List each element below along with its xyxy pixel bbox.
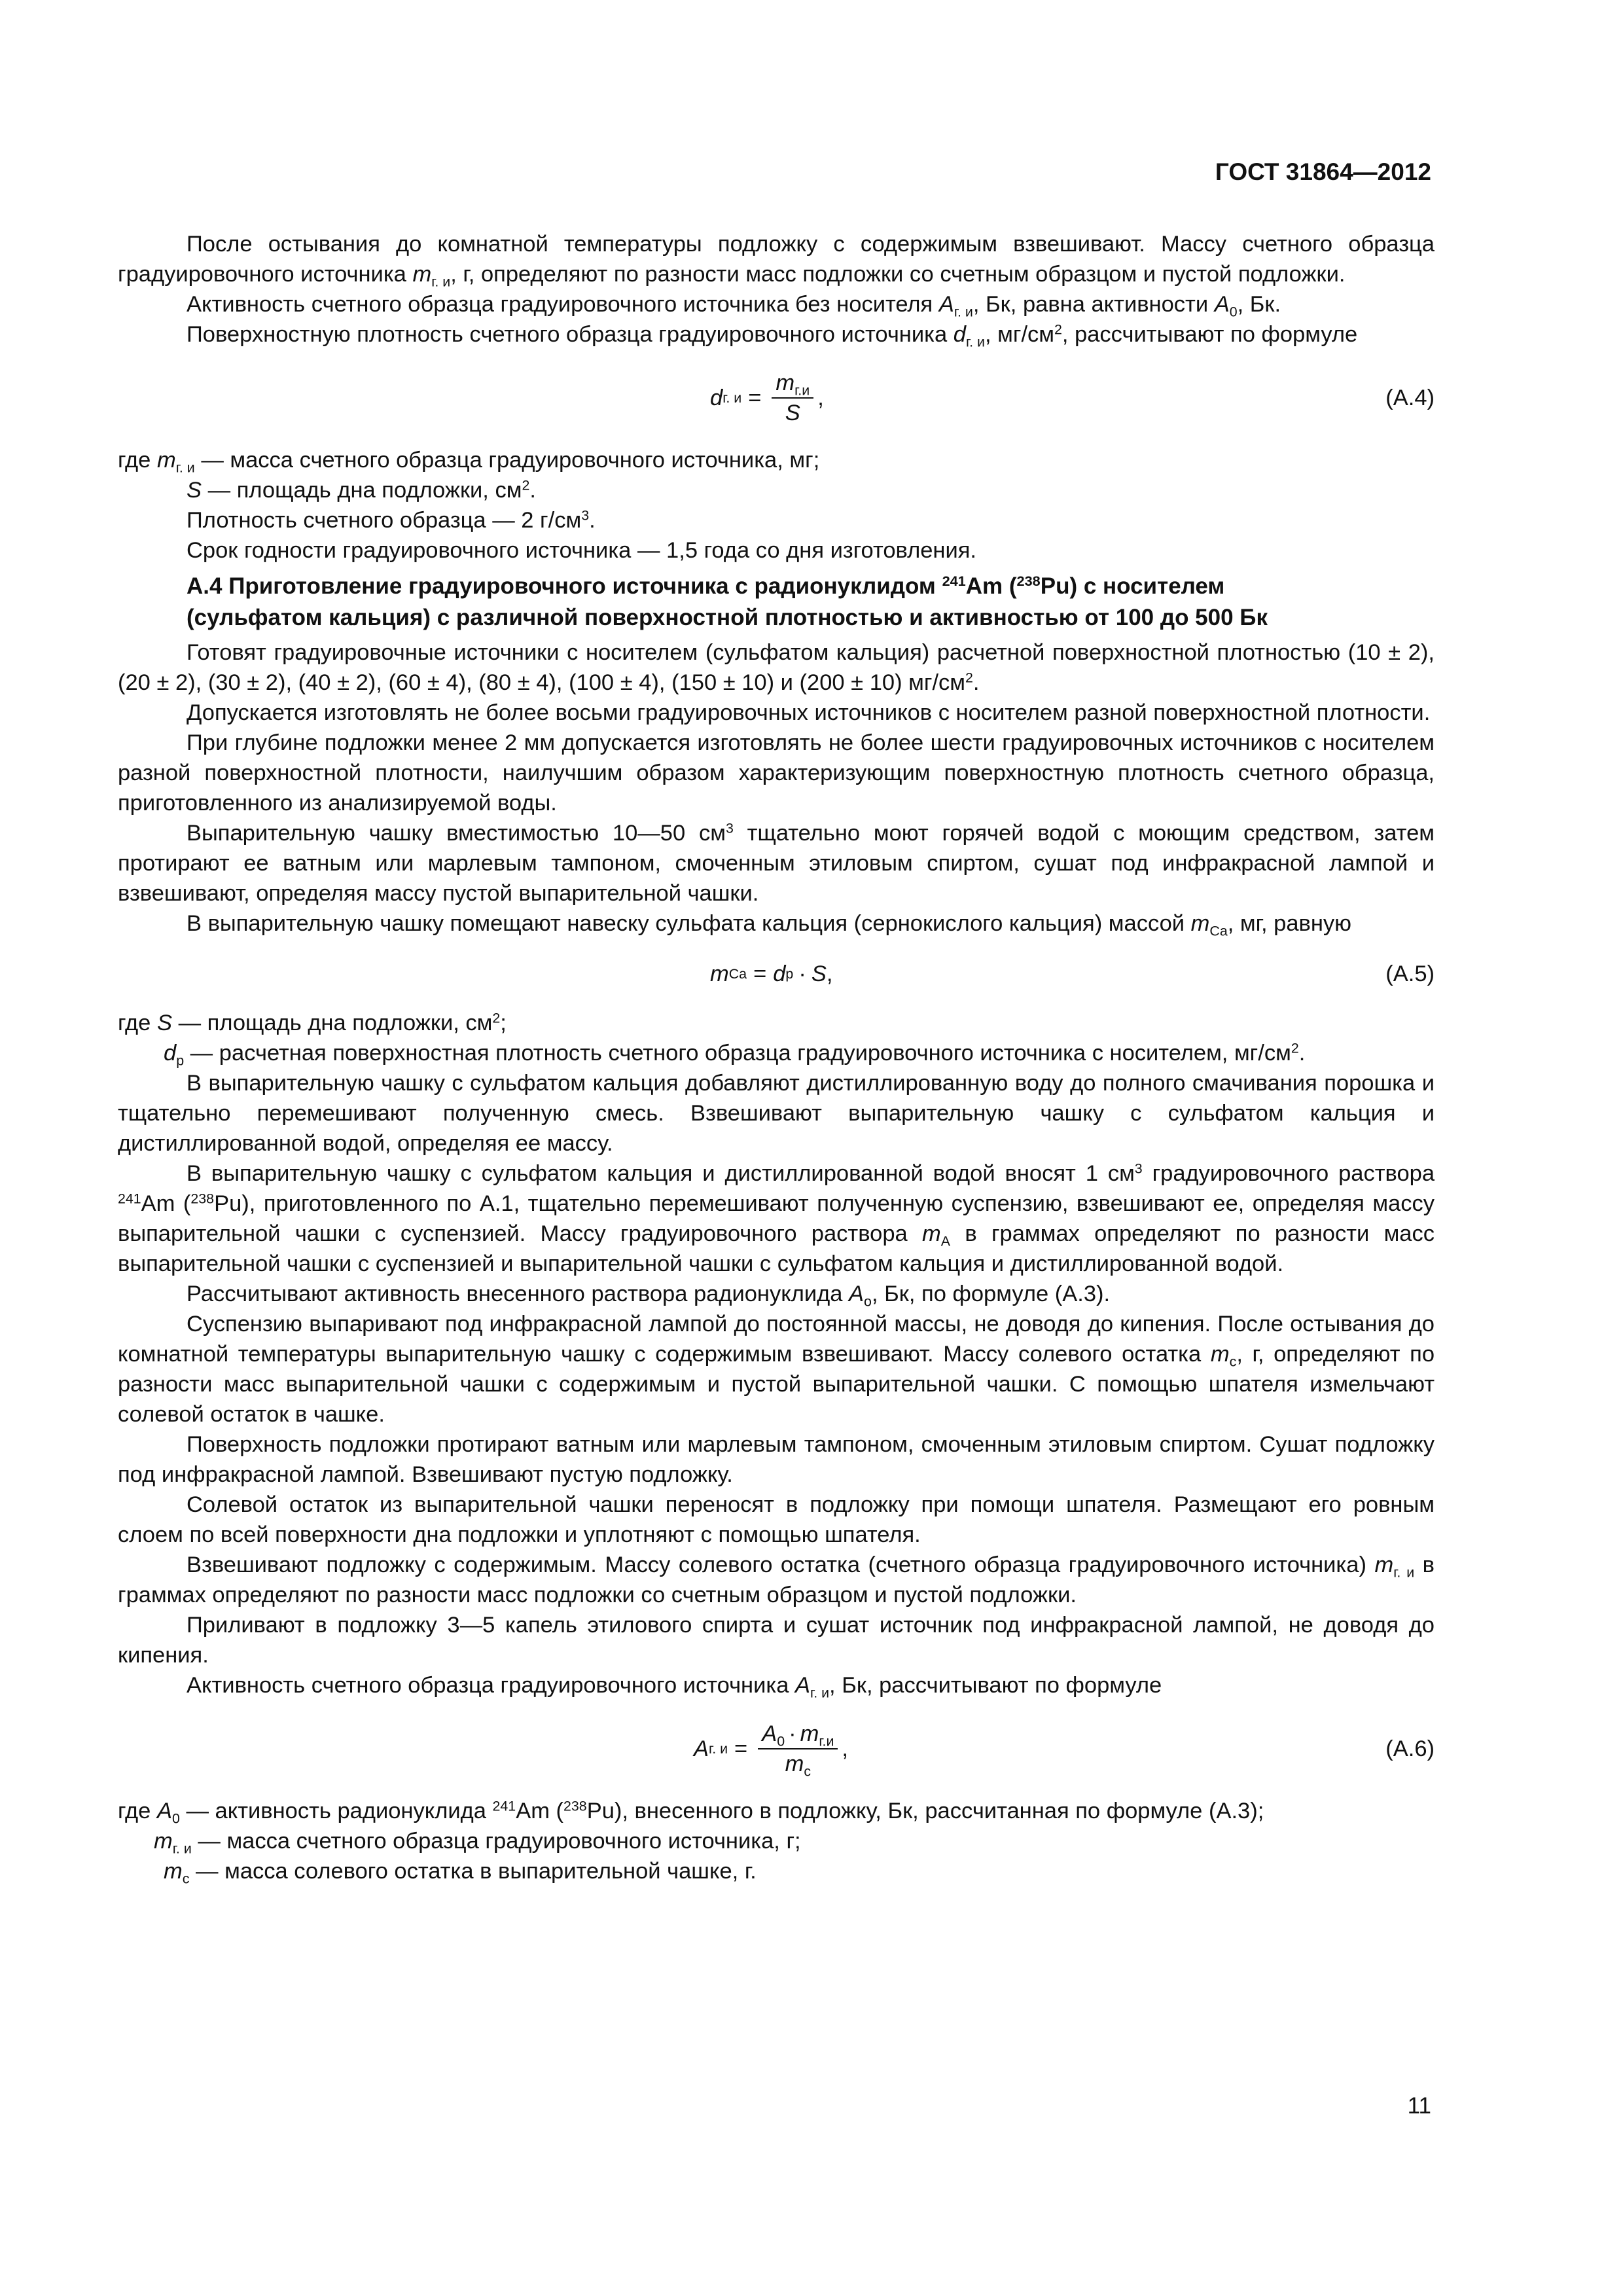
sup: 2: [492, 1010, 501, 1026]
text: ,: [817, 386, 824, 410]
text: После остывания до комнатной температуры подложку с содержимым взвешивают. Массу счетного образца градуировочного источника: [118, 232, 1435, 287]
numerator: [772, 370, 813, 399]
sup: 238: [190, 1191, 215, 1207]
paragraph: [118, 289, 1435, 319]
text: , г, определяют по разности масс выпарительной чашки с содержимым и пустой выпарительной чашки. С помощью шпателя измельчают солевой остаток в чашке.: [118, 1342, 1435, 1427]
where-line: [118, 475, 1435, 505]
paragraph: В выпарительную чашку с сульфатом кальция добавляют дистиллированную воду до полного смачивания порошка и тщательно перемешивают полученную смесь. Взвешивают выпарительную чашку с сульфатом кальция и дистиллированной водой, определяя ее массу.: [118, 1071, 1435, 1156]
sup: 3: [1134, 1160, 1143, 1177]
text: Am (: [965, 573, 1017, 599]
text: Готовят градуировочные источники с носителем (сульфатом кальция) расчетной поверхностной плотностью (10 ± 2), (20 ± 2), (30 ± 2), (40 ± 2), (60 ± 4), (80 ± 4), (100 ± 4), (150 ± 10) и (200 ± 10) мг/см: [118, 640, 1435, 695]
paragraph: Солевой остаток из выпарительной чашки переносят в подложку при помощи шпателя. Размещают его ровным слоем по всей поверхности дна подложки и уплотняют с помощью шпателя.: [118, 1492, 1435, 1547]
var: m: [1374, 1552, 1394, 1577]
var: A: [849, 1282, 865, 1306]
text: в граммах определяют по разности масс выпарительной чашки с суспензией и выпарительной чашки с сульфатом кальция и дистиллированной водой.: [118, 1221, 1435, 1276]
paragraph: Приливают в подложку 3—5 капель этилового спирта и сушат источник под инфракрасной лампой, не доводя до кипения.: [118, 1613, 1435, 1668]
text: , г, определяют по разности масс подложки со счетным образцом и пустой подложки.: [450, 262, 1346, 287]
text: Срок годности градуировочного источника — 1,5 года со дня изготовления.: [187, 538, 976, 563]
var: m: [776, 370, 795, 395]
formula-a4: [118, 359, 1435, 437]
var: S: [785, 401, 800, 425]
var: m: [785, 1751, 804, 1776]
text: — масса счетного образца градуировочного источника, г;: [198, 1829, 801, 1854]
sub: р: [176, 1052, 185, 1069]
var: m: [154, 1829, 173, 1854]
text: Pu), приготовленного по А.1, тщательно перемешивают полученную суспензию, взвешивают ее, определяя массу выпарительной чашки с суспензией. Массу градуировочного раствора: [118, 1191, 1435, 1246]
section-number: А.4: [187, 573, 223, 599]
text: где: [118, 1011, 151, 1035]
var: A: [156, 1799, 172, 1823]
sub: г. и: [1393, 1564, 1415, 1581]
text: Взвешивают подложку с содержимым. Массу солевого остатка (счетного образца градуировочного источника): [187, 1552, 1366, 1577]
var: A: [1214, 292, 1230, 317]
text: в граммах определяют по разности масс подложки со счетным образцом и пустой подложки.: [118, 1552, 1435, 1607]
text: градуировочного раствора: [1142, 1161, 1435, 1186]
formula-a6: [118, 1710, 1435, 1788]
text: тщательно моют горячей водой с моющим средством, затем протирают ее ватным или марлевым тампоном, смоченным этиловым спиртом, сушат под инфракрасной лампой и взвешивают, определяя массу пустой выпарительной чашки.: [118, 821, 1435, 906]
sup: 2: [1054, 321, 1062, 338]
document-body: [118, 229, 1435, 1886]
var: m: [156, 448, 176, 473]
text: Приготовление градуировочного источника с радионуклидом: [228, 573, 936, 599]
fraction: [772, 370, 813, 426]
sup: 2: [522, 477, 530, 493]
var: m: [922, 1221, 941, 1246]
text: , Бк, рассчитывают по формуле: [829, 1673, 1162, 1698]
sub: с: [182, 1871, 190, 1887]
paragraph: [118, 818, 1435, 908]
paragraph: [118, 1670, 1435, 1700]
text: ,: [842, 1736, 849, 1761]
page-number: 11: [1407, 2093, 1431, 2119]
var: A: [795, 1673, 811, 1698]
sub: с: [1229, 1354, 1237, 1370]
text: , Бк, по формуле (А.3).: [871, 1282, 1111, 1306]
paragraph: [118, 908, 1435, 939]
var: A: [762, 1721, 777, 1746]
text: Суспензию выпаривают под инфракрасной лампой до постоянной массы, не доводя до кипения. После остывания до комнатной температуры выпарительную чашку с содержимым взвешивают. Массу солевого остатка: [118, 1312, 1435, 1367]
text: .: [529, 478, 536, 503]
text: Am (: [516, 1799, 564, 1823]
paragraph: [118, 1309, 1435, 1429]
text: — площадь дна подложки, см: [178, 1011, 493, 1035]
paragraph: [118, 535, 1435, 565]
text: Pu), внесенного в подложку, Бк, рассчитанная по формуле (А.3);: [586, 1799, 1264, 1823]
text: Рассчитывают активность внесенного раствора радионуклида: [187, 1282, 843, 1306]
paragraph: [118, 229, 1435, 289]
text: — масса солевого остатка в выпарительной чашке, г.: [196, 1859, 757, 1884]
sub: 0: [1229, 304, 1238, 320]
operator: ·: [789, 1721, 796, 1746]
text: , мг, равную: [1227, 911, 1352, 936]
sub: г. и: [175, 459, 195, 476]
where-line: [118, 1038, 1435, 1068]
text: , Бк.: [1237, 292, 1281, 317]
text: ;: [500, 1011, 507, 1035]
sup: 3: [725, 820, 734, 836]
paragraph: [118, 1158, 1435, 1279]
text: — расчетная поверхностная плотность счетного образца градуировочного источника с носителем, мг/см: [190, 1041, 1291, 1066]
formula-label: (А.4): [1385, 386, 1435, 410]
formula-label: (А.6): [1385, 1736, 1435, 1761]
text: , рассчитывают по формуле: [1061, 322, 1358, 347]
var: m: [412, 262, 432, 287]
var: A: [938, 292, 954, 317]
sup: 241: [942, 573, 966, 590]
formula-expression: m Ca = d р · S ,: [710, 948, 832, 1000]
text: .: [1298, 1041, 1306, 1066]
where-line: [118, 1826, 1435, 1856]
var: d: [710, 386, 723, 410]
sup: 238: [563, 1798, 587, 1814]
text: — площадь дна подложки, см: [207, 478, 522, 503]
var: A: [694, 1736, 709, 1761]
paragraph: Поверхность подложки протирают ватным или марлевым тампоном, смоченным этиловым спиртом. Сушат подложку под инфракрасной лампой. Взвешивают пустую подложку.: [118, 1432, 1435, 1487]
sub: г. и: [965, 334, 985, 350]
text: где: [118, 448, 151, 473]
denominator: [781, 1749, 815, 1780]
sub: 0: [171, 1810, 180, 1827]
sub: с: [804, 1763, 812, 1780]
var: S: [187, 478, 202, 503]
text: Выпарительную чашку вместимостью 10—50 см: [187, 821, 726, 846]
sup: 241: [118, 1191, 141, 1207]
var: S: [156, 1011, 172, 1035]
text: Поверхностную плотность счетного образца градуировочного источника: [187, 322, 948, 347]
where-line: [118, 1796, 1435, 1826]
var: m: [710, 961, 729, 986]
formula-expression: A г. и = $\frac{A_0 \cdot m_{г.и}}{m_с}$ ,: [694, 1721, 849, 1780]
sub: г. и: [172, 1840, 192, 1857]
sup: 2: [965, 670, 973, 686]
var: d: [773, 961, 786, 986]
document-header: ГОСТ 31864—2012: [1215, 158, 1431, 185]
formula-expression: d г. и = $\frac{m_{г.и}}{S}$ ,: [710, 370, 824, 425]
paragraph: Допускается изготовлять не более восьми градуировочных источников с носителем разной поверхностной плотности.: [187, 700, 1431, 725]
var: m: [1210, 1342, 1230, 1367]
text: ,: [826, 961, 833, 986]
text: В выпарительную чашку помещают навеску сульфата кальция (сернокислого кальция) массой: [187, 911, 1185, 936]
equals: =: [734, 1736, 748, 1761]
paragraph: [118, 1279, 1435, 1309]
sub: г.и: [794, 382, 810, 399]
where-line: [118, 1008, 1435, 1038]
paragraph: [118, 505, 1435, 535]
formula-label: (А.5): [1385, 961, 1435, 986]
sub: Ca: [1209, 923, 1228, 939]
sub: A: [940, 1233, 951, 1249]
denominator: [781, 399, 804, 426]
sub: 0: [777, 1733, 785, 1749]
paragraph: [118, 319, 1435, 350]
paragraph: При глубине подложки менее 2 мм допускается изготовлять не более шести градуировочных источников с носителем разной поверхностной плотности, наилучшим образом характеризующим поверхностную плотность счетного образца, приготовленного из анализируемой воды.: [118, 730, 1435, 816]
text: — активность радионуклида: [186, 1799, 493, 1823]
var: m: [1190, 911, 1210, 936]
text: , мг/см: [984, 322, 1054, 347]
text: .: [972, 670, 980, 695]
formula-a5: [118, 948, 1435, 1000]
operator: ·: [798, 961, 806, 986]
text: — масса счетного образца градуировочного источника, мг;: [201, 448, 820, 473]
text: где: [118, 1799, 151, 1823]
sub: г.и: [819, 1733, 834, 1749]
section-heading: [187, 571, 1435, 634]
paragraph: [118, 637, 1435, 698]
equals: =: [748, 386, 762, 410]
sup: 241: [492, 1798, 516, 1814]
paragraph: [118, 1550, 1435, 1610]
equals: =: [753, 961, 767, 986]
text: Плотность счетного образца — 2 г/см: [187, 508, 582, 533]
var: m: [164, 1859, 183, 1884]
text: , Бк, равна активности: [972, 292, 1209, 317]
var: m: [800, 1721, 819, 1746]
text: Активность счетного образца градуировочного источника: [187, 1673, 789, 1698]
sub: г. и: [810, 1685, 830, 1701]
text: В выпарительную чашку с сульфатом кальция и дистиллированной водой вносят 1 см: [187, 1161, 1135, 1186]
where-line: [118, 1856, 1435, 1886]
sup: 238: [1016, 573, 1041, 590]
var: S: [811, 961, 827, 986]
text: Am (: [141, 1191, 191, 1216]
text: .: [589, 508, 596, 533]
where-line: [118, 445, 1435, 475]
var: d: [164, 1041, 177, 1066]
sup: 3: [581, 507, 590, 524]
sup: 2: [1291, 1040, 1299, 1056]
var: d: [953, 322, 966, 347]
sub: г. и: [431, 274, 451, 290]
numerator: [758, 1721, 838, 1749]
sub: г. и: [954, 304, 973, 320]
sub: о: [864, 1293, 872, 1310]
text: (сульфатом кальция) с различной поверхностной плотностью и активностью от 100 до 500 Бк: [187, 605, 1268, 630]
text: Активность счетного образца градуировочного источника без носителя: [187, 292, 933, 317]
text: Pu) с носителем: [1040, 573, 1225, 599]
